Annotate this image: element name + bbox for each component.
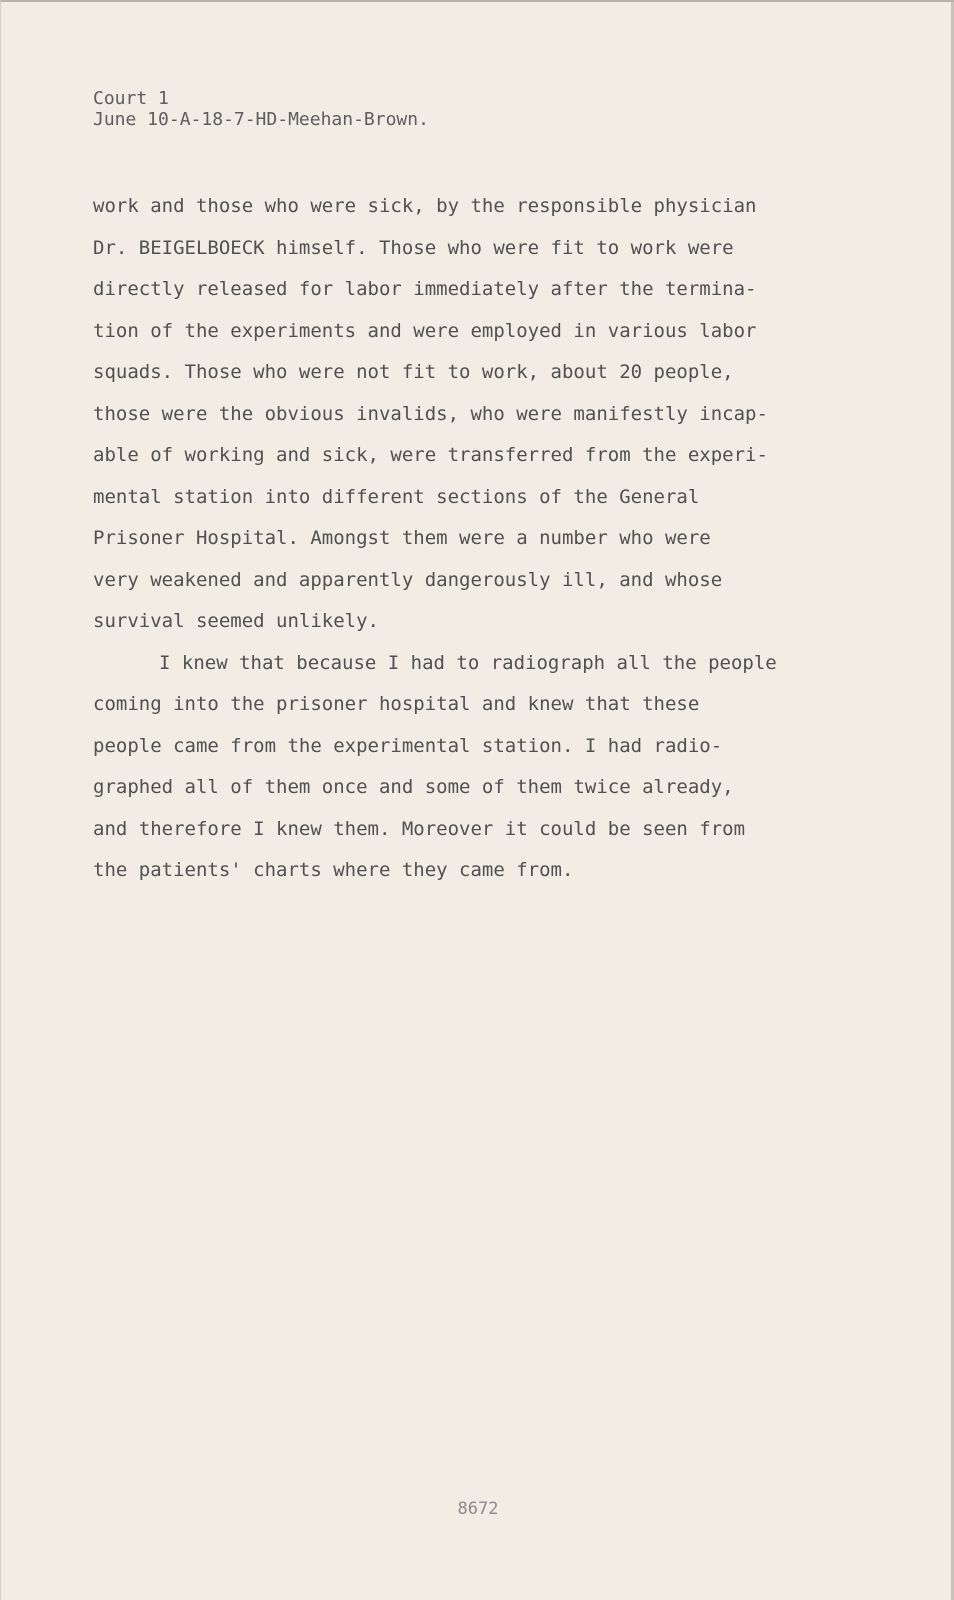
- text-line: Prisoner Hospital. Amongst them were a number who were: [93, 527, 711, 549]
- text-line: people came from the experimental station. I had radio-: [93, 734, 723, 757]
- text-line: graphed all of them once and some of them twice already,: [93, 776, 734, 798]
- text-line: squads. Those who were not fit to work, about 20 people,: [93, 361, 734, 383]
- text-line: work and those who were sick, by the responsible physician: [93, 195, 757, 217]
- testimony-text: [93, 186, 923, 892]
- text-line: coming into the prisoner hospital and knew that these: [93, 693, 700, 715]
- text-line: those were the obvious invalids, who were manifestly incap-: [93, 402, 768, 425]
- text-line: mental station into different sections of the General: [93, 485, 700, 508]
- text-line: very weakened and apparently dangerously ill, and whose: [93, 568, 723, 591]
- text-line: tion of the experiments and were employed in various labor: [93, 319, 757, 342]
- header-court-line: Court 1: [93, 88, 169, 109]
- text-line: the patients' charts where they came from.: [93, 859, 574, 881]
- header-session-line: June 10-A-18-7-HD-Meehan-Brown.: [93, 109, 429, 130]
- page-number: 8672: [457, 1499, 499, 1519]
- text-line: Dr. BEIGELBOECK himself. Those who were fit to work were: [93, 236, 734, 259]
- text-line: directly released for labor immediately after the termina-: [93, 278, 757, 300]
- document-header: [93, 88, 429, 130]
- paragraph-start-line: I knew that because I had to radiograph all the people: [159, 651, 777, 674]
- text-line: and therefore I knew them. Moreover it could be seen from: [93, 817, 746, 840]
- text-line: survival seemed unlikely.: [93, 610, 379, 632]
- text-line: able of working and sick, were transferred from the experi-: [93, 444, 768, 466]
